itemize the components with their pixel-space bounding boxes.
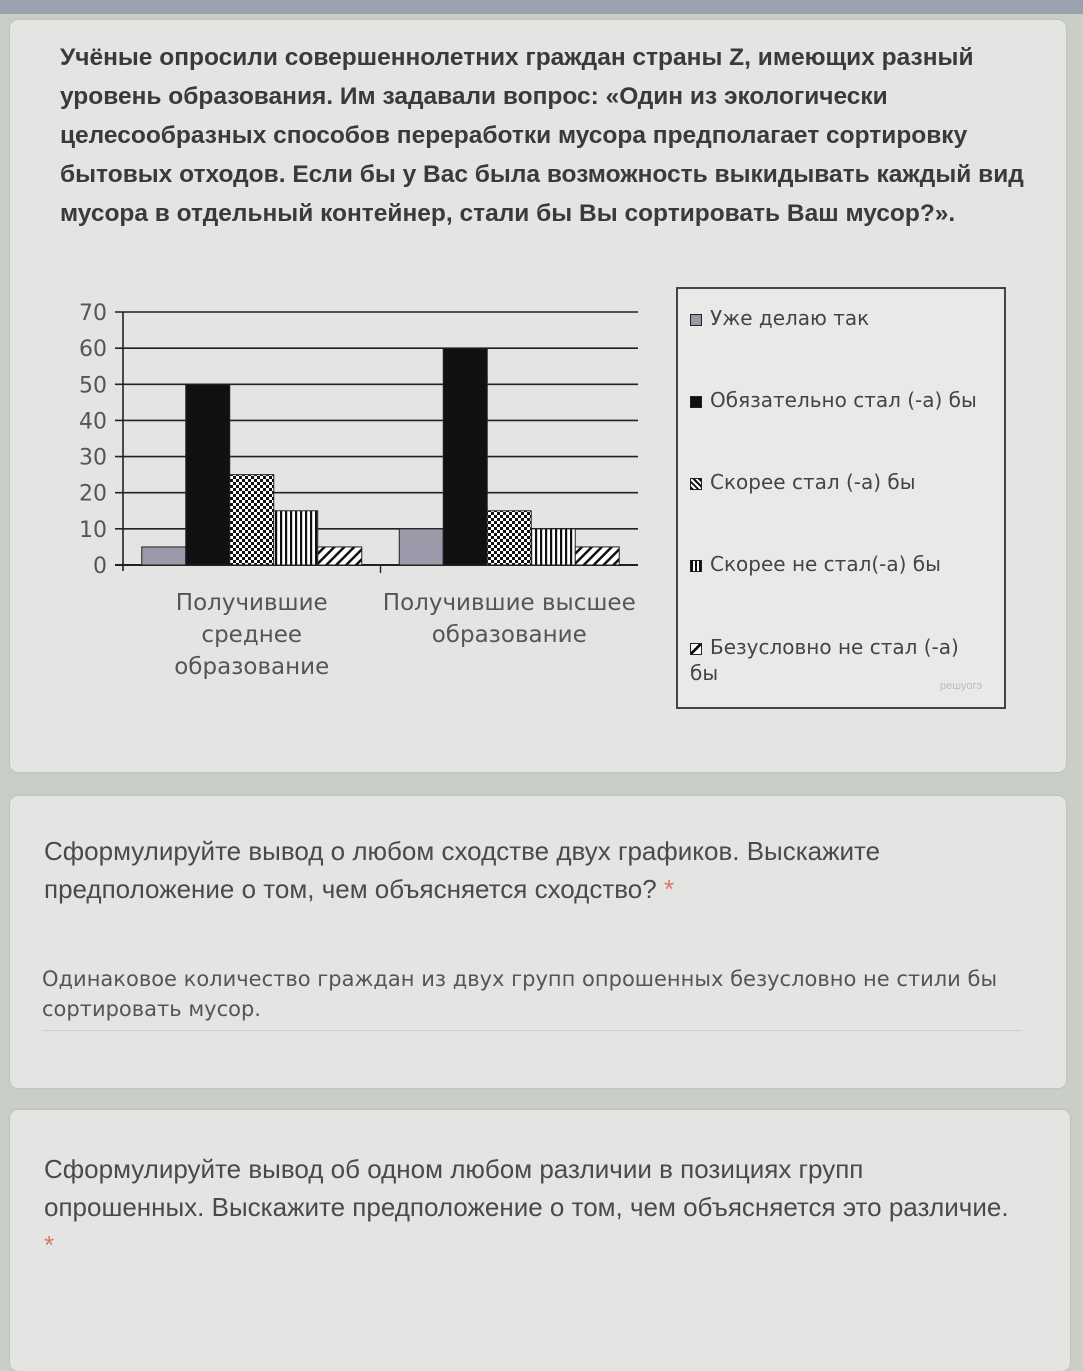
bar [531,529,575,565]
required-mark: * [663,874,675,904]
question-prompt: Сформулируйте вывод о любом сходстве двух графиков. Выскажите предположение о том, чем объясняется сходство? * [44,836,881,904]
question-card-chart [10,20,1066,772]
bar [399,529,443,565]
legend-swatch [690,560,702,572]
answer-field[interactable]: Одинаковое количество граждан из двух групп опрошенных безусловно не стили бы сортировать мусор. [42,964,1022,1031]
y-tick-label: 0 [93,554,107,579]
legend-item: Безусловно не стал (-а) бы [690,635,959,685]
question-card-difference [10,1110,1070,1371]
x-category-label: Получившие среднее образование [174,590,330,680]
y-tick-label: 10 [79,517,107,543]
bar-chart [65,290,665,710]
bar [443,348,487,565]
bar [274,511,318,565]
watermark: решуогэ [940,680,983,692]
bar [487,511,531,565]
question-text: Учёные опросили совершеннолетних граждан страны Z, имеющих разный уровень образования. Им задавали вопрос: «Один из экологически целесообразных способов переработки мусора предполагает сортировку бытовых отходов. Если бы у Вас была возможность выкидывать каждый вид мусора в отдельный контейнер, стали бы Вы сортировать Ваш мусор?». [60,44,1024,227]
y-tick-label: 20 [79,481,107,507]
x-category-label: Получившие высшее образование [382,590,636,648]
bar [142,547,186,565]
bar [230,475,274,565]
question-card-similarity [10,796,1066,1088]
y-tick-label: 40 [79,409,107,435]
bar [186,384,230,565]
legend-item: Скорее не стал(-а) бы [690,551,990,577]
y-tick-label: 60 [79,337,107,363]
question-prompt: Сформулируйте вывод об одном любом различии в позициях групп опрошенных. Выскажите предположение о том, чем объясняется это различие. * [44,1154,1009,1260]
legend-item: Обязательно стал (-а) бы [690,387,990,413]
y-tick-label: 30 [79,445,107,471]
chart-legend [676,287,1006,709]
bar [318,547,362,565]
legend-swatch [690,643,702,655]
legend-swatch [690,396,702,408]
top-bar [0,0,1083,14]
legend-item: Скорее стал (-а) бы [690,469,990,495]
required-mark: * [44,1230,55,1260]
y-tick-label: 70 [79,301,107,326]
legend-item: Уже делаю так [690,305,990,331]
legend-swatch [690,478,702,490]
legend-swatch [690,314,702,326]
y-tick-label: 50 [79,373,107,399]
bar [575,547,619,565]
